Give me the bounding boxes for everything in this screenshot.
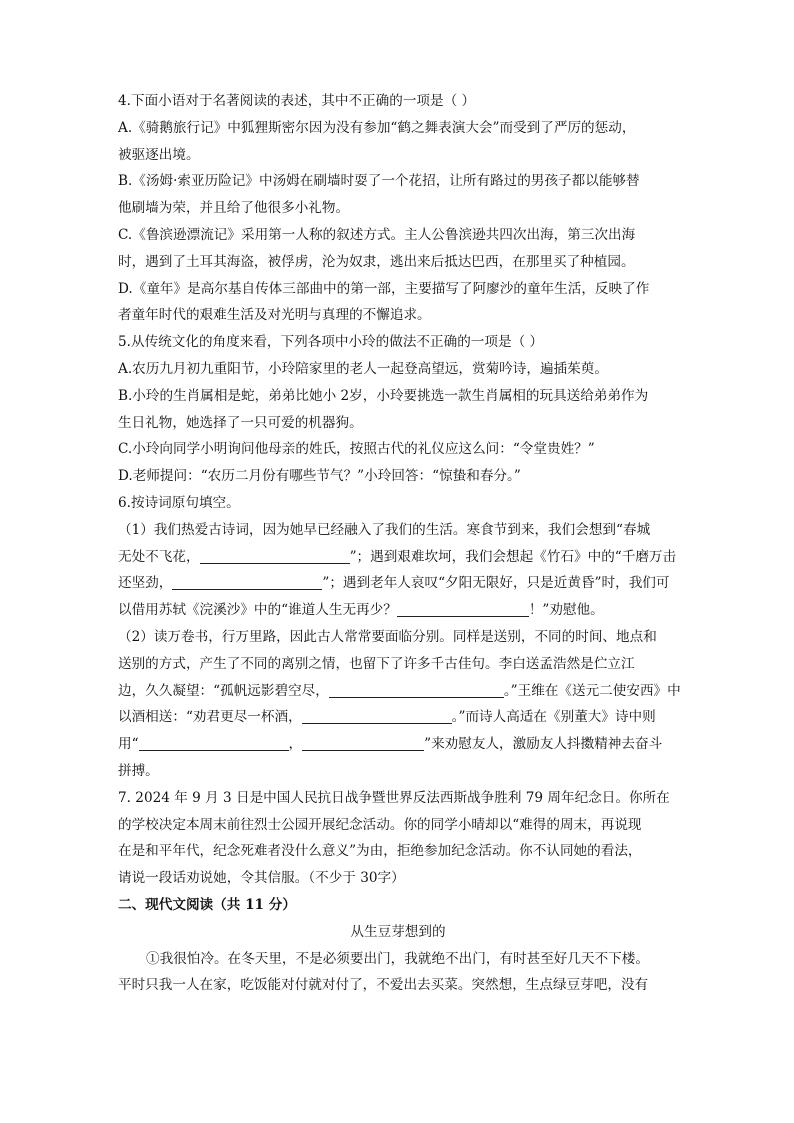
answer-blank[interactable]: [302, 733, 424, 751]
q6-part1-line1: （1）我们热爱古诗词，因为她早已经融入了我们的生活。寒食节到来，我们会想到“春城: [118, 521, 651, 538]
q6-part2-text: ”来劝慰友人，激励友人抖擞精神去奋斗: [424, 736, 663, 753]
q6-part2-text: 边，久久凝望：“孤帆远影碧空尽，: [118, 682, 329, 699]
answer-blank[interactable]: [139, 733, 289, 751]
q7-line3: 在是和平年代，纪念死难者没什么意义”为由，拒绝参加纪念活动。你不认同她的看法，: [118, 843, 642, 860]
q5-option-b-cont: 生日礼物，她选择了一只可爱的机器狗。: [118, 414, 363, 431]
q4-stem: 4.下面小语对于名著阅读的表述，其中不正确的一项是（ ）: [118, 93, 476, 109]
q6-part1-text: 无处不飞花，: [118, 548, 200, 565]
q4-option-d: D.《童年》是高尔基自传体三部曲中的第一部，主要描写了阿廖沙的童年生活，反映了作: [118, 280, 650, 297]
q6-part2-line2: 送别的方式，产生了不同的离别之情，也留下了许多千古佳句。李白送孟浩然是伫立江: [118, 655, 635, 672]
q4-option-c: C.《鲁滨逊漂流记》采用第一人称的叙述方式。主人公鲁滨逊共四次出海，第三次出海: [118, 226, 636, 243]
article-title: 从生豆芽想到的: [350, 923, 446, 940]
q6-stem: 6.按诗词原句填空。: [118, 494, 240, 511]
exam-page: [118, 88, 681, 999]
q6-part2-text: 。”而诗人高适在《别董大》诗中则: [451, 709, 656, 726]
article-paragraph-cont: 平时只我一人在家，吃饭能对付就对付了，不爱出去买菜。突然想，生点绿豆芽吧，没有: [118, 977, 649, 994]
q6-part2-text: 。”王维在《送元二使安西》中: [503, 682, 681, 699]
q7-line2: 的学校决定本周末前往烈士公园开展纪念活动。你的同学小晴却以“难得的周末，再说现: [118, 816, 642, 833]
answer-blank[interactable]: [397, 599, 529, 617]
q6-part2-line3: [118, 678, 681, 705]
q6-part1-line2: [118, 544, 678, 571]
q4-option-b: B.《汤姆·索亚历险记》中汤姆在刷墙时耍了一个花招，让所有路过的男孩子都以能够替: [118, 173, 640, 190]
q4-option-a: A.《骑鹅旅行记》中狐狸斯密尔因为没有参加“鹤之舞表演大会”而受到了严厉的惩动，: [118, 119, 636, 136]
q6-part2-line4: [118, 704, 678, 731]
q5-option-c: C.小玲向同学小明询问他母亲的姓氏，按照古代的礼仪应这么问：“令堂贵姓？”: [118, 441, 595, 458]
section-heading: 二、现代文阅读（共 11 分）: [118, 896, 296, 913]
answer-blank[interactable]: [329, 680, 504, 698]
answer-blank[interactable]: [302, 706, 452, 724]
q6-part1-line4: [118, 597, 678, 624]
q6-part1-text: ”；遇到老年人哀叹“夕阳无限好，只是近黄昏”时，我们可: [322, 575, 670, 592]
q4-option-a-cont: 被驱逐出境。: [118, 146, 200, 163]
q7-line1: 7. 2024 年 9 月 3 日是中国人民抗日战争暨世界反法西斯战争胜利 79 周年纪念日。你所在: [118, 789, 670, 806]
q6-part2-line1: （2）读万卷书，行万里路，因此古人常常要面临分别。同样是送别，不同的时间、地点和: [118, 628, 657, 645]
q4-option-c-cont: 时，遇到了土耳其海盗，被俘虏，沦为奴隶，逃出来后抵达巴西，在那里买了种植园。: [118, 253, 635, 270]
q7-line4: 请说一段话劝说她，令其信服。（不少于 30字）: [118, 870, 405, 887]
answer-blank[interactable]: [200, 546, 350, 564]
q6-part1-text: 以借用苏轼《浣溪沙》中的“谁道人生无再少？: [118, 602, 397, 619]
q6-part2-text: 以酒相送：“劝君更尽一杯酒，: [118, 709, 302, 726]
q5-option-a: A.农历九月初九重阳节，小玲陪家里的老人一起登高望远，赏菊吟诗，遍插茱萸。: [118, 360, 608, 377]
q4-option-d-cont: 者童年时代的艰难生活及对光明与真理的不懈追求。: [118, 307, 431, 324]
q6-part1-text: ！”劝慰他。: [528, 602, 604, 619]
q4-option-b-cont: 他刷墙为荣，并且给了他很多小礼物。: [118, 200, 350, 217]
q6-part1-text: ”；遇到艰难坎坷，我们会想起《竹石》中的“千磨万击: [349, 548, 677, 565]
q5-stem: 5.从传统文化的角度来看，下列各项中小玲的做法不正确的一项是（ ）: [118, 334, 544, 351]
q6-part2-text: ，: [288, 736, 303, 753]
q6-part1-line3: [118, 570, 678, 597]
q6-part1-text: 还坚劲，: [118, 575, 173, 592]
q5-option-d: D.老师提问：“农历二月份有哪些节气？”小玲回答：“惊蛰和春分。”: [118, 468, 521, 485]
article-paragraph: ①我很怕冷。在冬天里，不是必须要出门，我就绝不出门，有时甚至好几天不下楼。: [146, 950, 649, 967]
q6-part2-line6: 拼搏。: [118, 762, 159, 779]
answer-blank[interactable]: [172, 572, 322, 590]
q6-part2-text: 用“: [118, 736, 139, 753]
q6-part2-line5: [118, 731, 678, 758]
q5-option-b: B.小玲的生肖属相是蛇，弟弟比她小 2岁，小玲要挑选一款生肖属相的玩具送给弟弟作为: [118, 387, 649, 404]
